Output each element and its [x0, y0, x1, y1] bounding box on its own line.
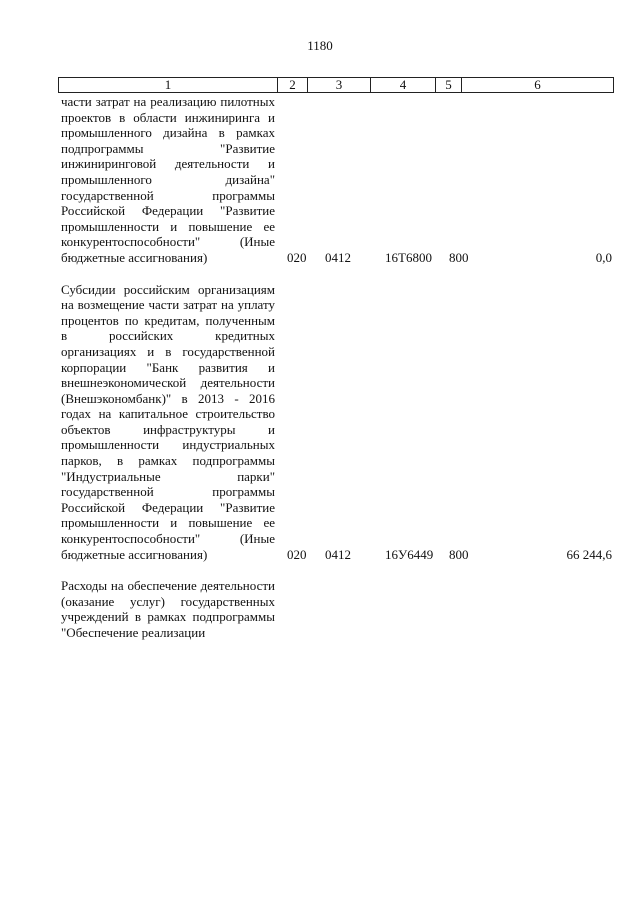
row-description: части затрат на реализацию пилотных проектов в области инжиниринга и промышленного дизайна в рамках подпрограммы "Развитие инжиниринговой деятельности и промышленного дизайна" государственной программы Российской Федерации "Развитие промышленности и повышение ее конкурентоспособности" (Иные бюджетные ассигнования): [61, 94, 275, 265]
table-row: [58, 94, 614, 266]
row-target-code: 16У6449: [385, 546, 434, 562]
row-section-code: 0412: [325, 249, 351, 265]
table-row: [58, 282, 614, 563]
row-amount: 66 244,6: [566, 546, 612, 562]
row-ministry-code: 020: [287, 249, 307, 265]
column-header-2: 2: [278, 78, 308, 92]
row-section-code: 0412: [325, 546, 351, 562]
row-expense-type: 800: [449, 249, 469, 265]
row-description: Субсидии российским организациям на возмещение части затрат на уплату процентов по кредитам, полученным в российских кредитных организациях и в государственной корпорации "Банк развития и внешнеэкономической деятельности (Внешэкономбанк)" в 2013 - 2016 годах на капитальное строительство объектов инфраструктуры и промышленности индустриальных парков, в рамках подпрограммы "Индустриальные парки" государственной программы Российской Федерации "Развитие промышленности и повышение ее конкурентоспособности" (Иные бюджетные ассигнования): [61, 281, 275, 562]
column-header-5: 5: [436, 78, 462, 92]
table-header: [58, 77, 614, 93]
row-expense-type: 800: [449, 546, 469, 562]
row-description: Расходы на обеспечение деятельности (оказание услуг) государственных учреждений в рамках подпрограммы "Обеспечение реализации: [61, 578, 275, 640]
column-header-6: 6: [534, 77, 541, 92]
row-ministry-code: 020: [287, 546, 307, 562]
column-header-4: 4: [371, 78, 436, 92]
table-row: [58, 578, 614, 640]
row-target-code: 16Т6800: [385, 249, 432, 265]
column-header-1: 1: [59, 78, 278, 92]
row-amount: 0,0: [595, 249, 612, 265]
table-body: [58, 94, 614, 657]
page-number: 1180: [307, 38, 333, 53]
column-header-3: 3: [308, 78, 371, 92]
